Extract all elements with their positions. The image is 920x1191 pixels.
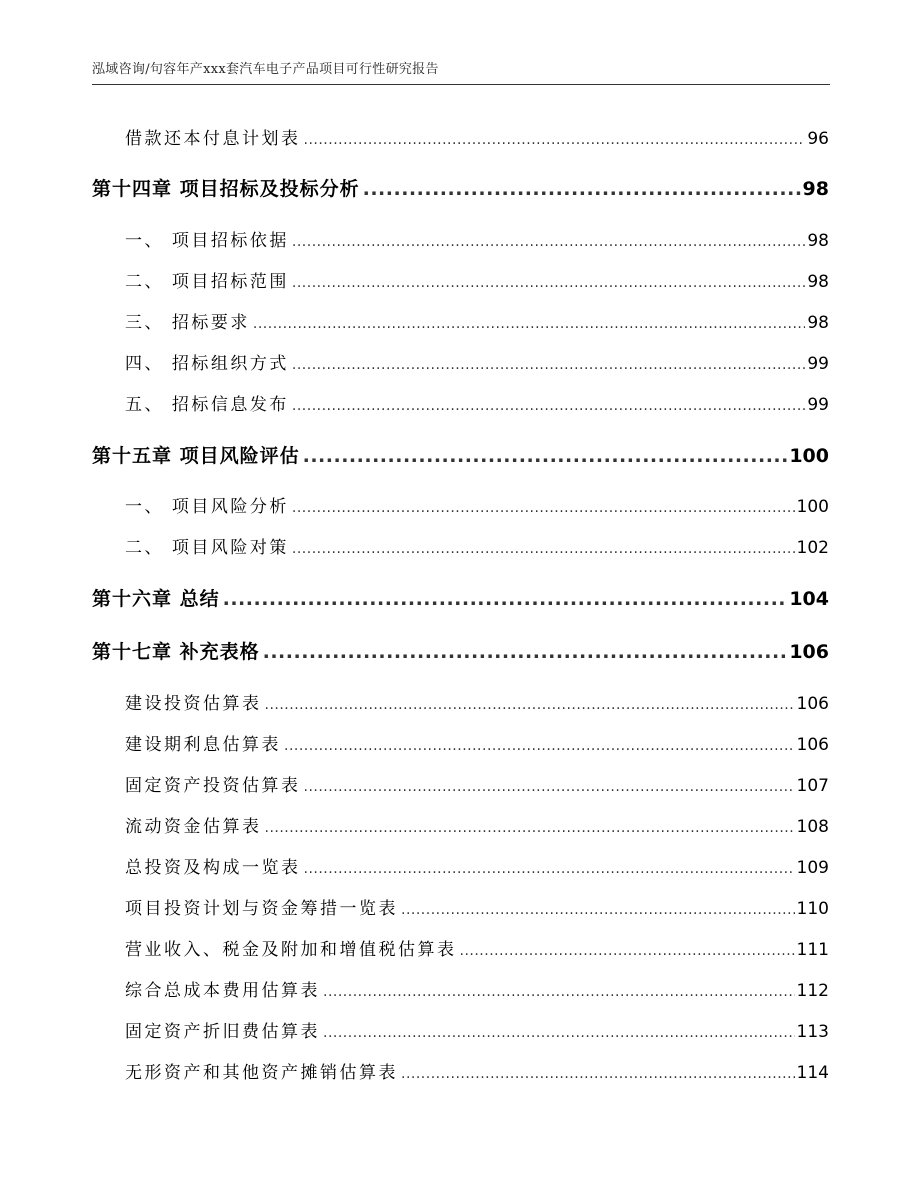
toc-page-number: 106 [796,735,829,755]
toc-entry-title: 流动资金估算表 [125,817,262,837]
toc-page-number: 104 [789,588,829,610]
toc-dot-leader [292,398,805,414]
toc-entry[interactable] [125,976,829,1001]
toc-entry[interactable] [125,349,829,374]
toc-dot-leader [253,316,805,332]
toc-dot-leader [303,445,788,467]
toc-page-number: 110 [796,899,829,919]
toc-dot-leader [263,641,788,663]
toc-entry-title: 三、 招标要求 [125,313,250,333]
toc-dot-leader [304,861,795,877]
toc-dot-leader [292,357,805,373]
toc-entry[interactable] [125,1017,829,1042]
toc-dot-leader [292,541,795,557]
toc-entry-title: 建设期利息估算表 [125,735,281,755]
toc-chapter-entry[interactable] [92,584,829,611]
toc-page-number: 113 [796,1022,829,1042]
toc-entry-title: 一、 项目招标依据 [125,231,289,251]
toc-entry-title: 项目投资计划与资金筹措一览表 [125,899,398,919]
toc-chapter-title: 第十五章 项目风险评估 [92,445,300,467]
toc-entry-title: 建设投资估算表 [125,694,262,714]
toc-dot-leader [292,275,805,291]
toc-page-number: 107 [796,776,829,796]
toc-page-number: 111 [796,940,829,960]
toc-page-number: 106 [796,694,829,714]
toc-page-number: 98 [807,313,829,333]
toc-chapter-entry[interactable] [92,637,829,664]
toc-entry-title: 借款还本付息计划表 [125,129,301,149]
toc-page-number: 102 [796,538,829,558]
toc-entry[interactable] [125,853,829,878]
toc-page-number: 98 [802,178,829,200]
toc-page-number: 98 [807,231,829,251]
toc-entry[interactable] [125,124,829,149]
toc-dot-leader [292,500,795,516]
toc-entry[interactable] [125,308,829,333]
toc-entry-title: 综合总成本费用估算表 [125,981,320,1001]
toc-entry[interactable] [125,730,829,755]
toc-dot-leader [304,779,795,795]
toc-entry-title: 二、 项目风险对策 [125,538,289,558]
toc-dot-leader [304,132,806,148]
toc-entry-title: 四、 招标组织方式 [125,354,289,374]
toc-entry-title: 一、 项目风险分析 [125,497,289,517]
toc-dot-leader [323,1025,795,1041]
toc-dot-leader [265,697,795,713]
toc-entry[interactable] [125,226,829,251]
toc-entry[interactable] [125,1058,829,1083]
toc-page-number: 99 [807,354,829,374]
toc-chapter-title: 第十六章 总结 [92,588,220,610]
toc-entry-title: 二、 项目招标范围 [125,272,289,292]
toc-entry-title: 无形资产和其他资产摊销估算表 [125,1063,398,1083]
toc-entry[interactable] [125,492,829,517]
toc-entry-title: 固定资产投资估算表 [125,776,301,796]
toc-page-number: 96 [807,129,829,149]
toc-page-number: 114 [796,1063,829,1083]
toc-entry[interactable] [125,812,829,837]
toc-entry[interactable] [125,267,829,292]
toc-dot-leader [323,984,795,1000]
toc-page-number: 99 [807,395,829,415]
toc-page-number: 108 [796,817,829,837]
running-header: 泓域咨询/句容年产xxx套汽车电子产品项目可行性研究报告 [92,62,439,77]
toc-dot-leader [292,234,805,250]
toc-entry[interactable] [125,390,829,415]
toc-entry[interactable] [125,935,829,960]
toc-entry[interactable] [125,894,829,919]
toc-page-number: 98 [807,272,829,292]
toc-entry-title: 总投资及构成一览表 [125,858,301,878]
toc-page-number: 109 [796,858,829,878]
toc-page-number: 100 [796,497,829,517]
toc-chapter-title: 第十七章 补充表格 [92,641,260,663]
toc-page-number: 100 [789,445,829,467]
toc-dot-leader [284,738,795,754]
toc-dot-leader [401,1066,795,1082]
toc-entry-title: 营业收入、税金及附加和增值税估算表 [125,940,457,960]
toc-dot-leader [265,820,795,836]
toc-entry-title: 五、 招标信息发布 [125,395,289,415]
toc-chapter-entry[interactable] [92,441,829,468]
toc-chapter-entry[interactable] [92,174,829,201]
toc-page-number: 112 [796,981,829,1001]
toc-page-number: 106 [789,641,829,663]
toc-entry-title: 固定资产折旧费估算表 [125,1022,320,1042]
toc-dot-leader [223,588,788,610]
toc-entry[interactable] [125,689,829,714]
toc-entry[interactable] [125,771,829,796]
toc-chapter-title: 第十四章 项目招标及投标分析 [92,178,360,200]
toc-entry[interactable] [125,533,829,558]
toc-dot-leader [363,178,801,200]
toc-dot-leader [401,902,795,918]
toc-dot-leader [460,943,795,959]
